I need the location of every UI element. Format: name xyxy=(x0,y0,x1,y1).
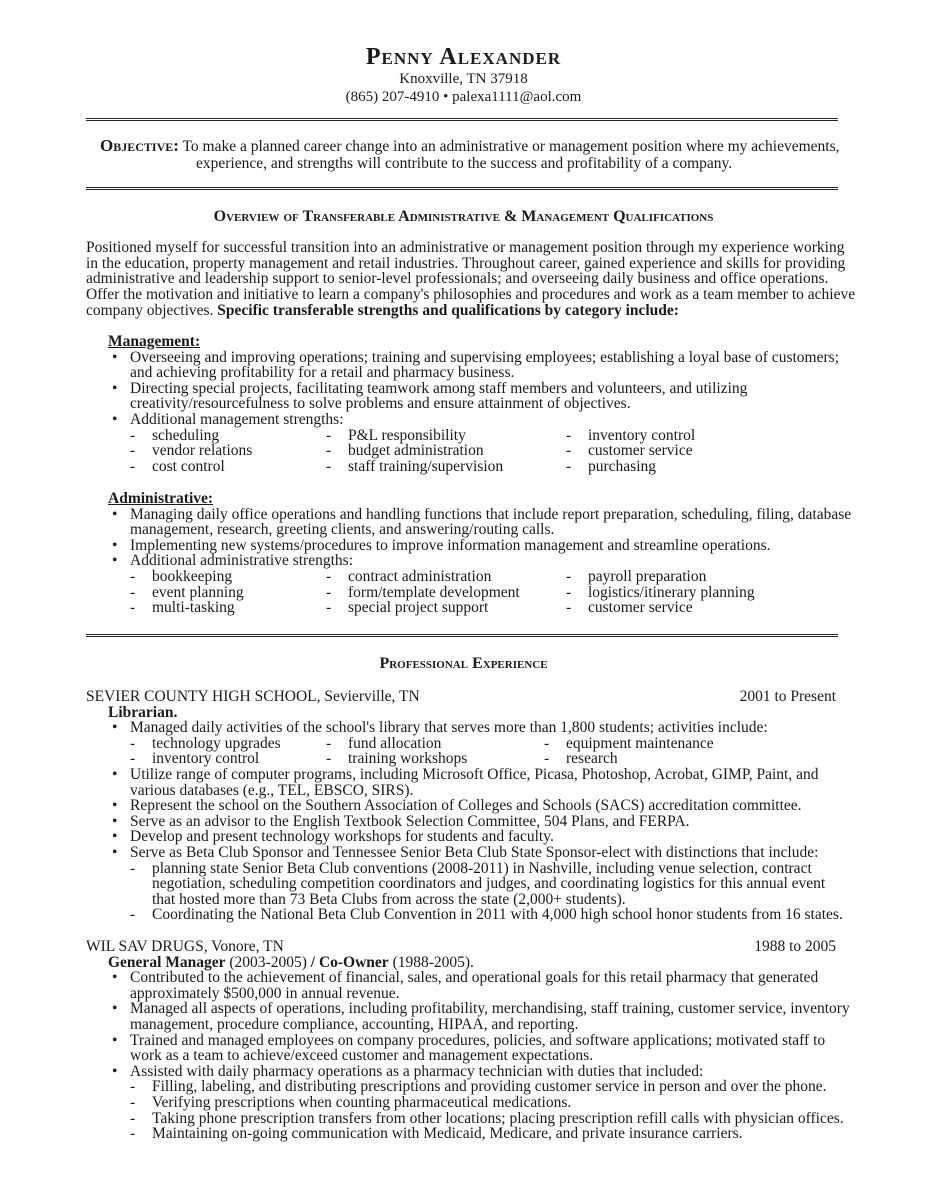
divider-objective xyxy=(86,187,838,190)
bullet-continuation: various databases (e.g., TEL, EBSCO, SIRS). xyxy=(130,781,414,799)
bullet-continuation: work as a team to achieve/exceed customer and management expectations. xyxy=(130,1047,594,1065)
activity-item: - fund allocation xyxy=(326,736,544,752)
contact-info: (865) 207-4910 • palexa1111@aol.com xyxy=(345,89,582,105)
job-header xyxy=(86,939,836,955)
strength-item: - customer service xyxy=(566,443,806,459)
job-title: Librarian. xyxy=(108,703,178,721)
activity-item: - training workshops xyxy=(326,751,544,767)
strength-item: - budget administration xyxy=(326,443,566,459)
strength-item: - special project support xyxy=(326,600,566,616)
administrative-section xyxy=(86,490,852,617)
objective-section xyxy=(100,137,845,172)
overview-last-bold: Specific transferable strengths and qualifications by category include: xyxy=(217,301,679,319)
overview-line: Offer the motivation and initiative to learn a company's philosophies and procedures and work as a team member to achieve xyxy=(86,286,856,304)
administrative-heading: Administrative: xyxy=(108,490,214,507)
bullet-item: • Trained and managed employees on company procedures, policies, and software applications; motivated staff to xyxy=(86,1033,846,1049)
strength-item: - P&L responsibility xyxy=(326,428,566,444)
job-title-2: / Co-Owner xyxy=(310,953,389,971)
overview-paragraph xyxy=(86,239,856,319)
job-dates: 1988 to 2005 xyxy=(754,938,836,955)
overview-line xyxy=(86,303,846,319)
divider-top xyxy=(86,118,838,121)
job-employer: SEVIER COUNTY HIGH SCHOOL, Sevierville, TN xyxy=(86,688,420,705)
resume-header xyxy=(0,44,927,106)
overview-line: in the education, property management and retail industries. Throughout career, gained experience and skills for providing xyxy=(86,254,846,272)
activity-item: - inventory control xyxy=(130,751,326,767)
bullet-item: • Represent the school on the Southern Association of Colleges and Schools (SACS) accreditation committee. xyxy=(86,798,846,814)
bullet-item: • Contributed to the achievement of financial, sales, and operational goals for this retail pharmacy that generated xyxy=(86,970,846,986)
job-header xyxy=(86,689,836,705)
activities-grid xyxy=(86,736,846,767)
objective-label: Objective: xyxy=(100,136,179,155)
objective-line-1 xyxy=(100,137,845,155)
bullet-continuation: and achieving profitability for a retail and pharmacy business. xyxy=(130,364,515,382)
duty-item: - Verifying prescriptions when counting pharmaceutical medications. xyxy=(86,1095,846,1111)
strength-item: - inventory control xyxy=(566,428,806,444)
overview-line: Positioned myself for successful transition into an administrative or management position through my experience working xyxy=(86,239,845,256)
job-title xyxy=(86,955,846,971)
address: Knoxville, TN 37918 xyxy=(399,71,528,87)
strength-item: - event planning xyxy=(130,585,326,601)
strength-item: - bookkeeping xyxy=(130,569,326,585)
strength-item: - payroll preparation xyxy=(566,569,806,585)
bullet-item: • Implementing new systems/procedures to improve information management and streamline operations. xyxy=(86,538,846,554)
job-dates: 2001 to Present xyxy=(739,688,836,705)
bullet-continuation: management, research, greeting clients, and answering/routing calls. xyxy=(130,521,555,539)
bullet-item: • Managed daily activities of the school's library that serves more than 1,800 students; activities include: xyxy=(86,720,846,736)
bullet-continuation: creativity/resourcefulness to solve problems and ensure attainment of objectives. xyxy=(130,395,631,413)
management-strengths-label: • Additional management strengths: xyxy=(86,412,846,428)
job-years-2: (1988-2005). xyxy=(388,953,474,971)
bullet-item: • Managed all aspects of operations, including profitability, merchandising, staff training, customer service, inventory xyxy=(86,1001,846,1017)
strength-item: - customer service xyxy=(566,600,806,616)
job-wil-sav-drugs xyxy=(86,938,850,1143)
activity-item: - research xyxy=(544,751,784,767)
distinction-item: - planning state Senior Beta Club conventions (2008-2011) in Nashville, including venue selection, contract xyxy=(86,861,846,877)
objective-text-2: experience, and strengths will contribute to the success and profitability of a company. xyxy=(196,155,733,172)
bullet-item: • Directing special projects, facilitating teamwork among staff members and volunteers, and utilizing xyxy=(86,381,846,397)
divider-experience xyxy=(86,634,838,637)
experience-title: Professional Experience xyxy=(379,655,548,672)
job-employer: WIL SAV DRUGS, Vonore, TN xyxy=(86,938,284,955)
bullet-item: • Serve as Beta Club Sponsor and Tennessee Senior Beta Club State Sponsor-elect with distinctions that include: xyxy=(86,845,846,861)
management-heading: Management: xyxy=(108,333,201,350)
distinction-continuation: that hosted more than 73 Beta Clubs from across the state (2,000+ students). xyxy=(152,890,626,908)
strength-item: - vendor relations xyxy=(130,443,326,459)
distinction-item: - Coordinating the National Beta Club Convention in 2011 with 4,000 high school honor students from 16 states. xyxy=(86,907,846,923)
overview-last-normal: company objectives. xyxy=(86,301,214,319)
bullet-item: • Develop and present technology workshops for students and faculty. xyxy=(86,829,846,845)
strength-item: - scheduling xyxy=(130,428,326,444)
strength-item: - contract administration xyxy=(326,569,566,585)
objective-text-1: To make a planned career change into an administrative or management position where my achievements, xyxy=(182,138,840,155)
bullet-item: • Managing daily office operations and handling functions that include report preparation, scheduling, filing, database xyxy=(86,507,846,523)
strength-item: - cost control xyxy=(130,459,326,475)
bullet-continuation: approximately $500,000 in annual revenue. xyxy=(130,984,400,1002)
strength-item: - form/template development xyxy=(326,585,566,601)
overview-line: administrative and leadership support to senior-level professionals; and overseeing daily business and office operations. xyxy=(86,270,829,288)
distinction-continuation: negotiation, scheduling competition coordinators and judges, and coordinating logistics for this annual event xyxy=(152,875,826,893)
bullet-item: • Overseeing and improving operations; training and supervising employees; establishing a loyal base of customers; xyxy=(86,350,846,366)
bullet-item: • Serve as an advisor to the English Textbook Selection Committee, 504 Plans, and FERPA. xyxy=(86,814,846,830)
duty-item: - Taking phone prescription transfers from other locations; placing prescription refill calls with physician offices. xyxy=(86,1111,846,1127)
candidate-name: Penny Alexander xyxy=(365,44,562,70)
job-years-1: (2003-2005) xyxy=(225,953,311,971)
strength-item: - multi-tasking xyxy=(130,600,326,616)
activity-item: - equipment maintenance xyxy=(544,736,784,752)
strength-item: - staff training/supervision xyxy=(326,459,566,475)
duty-item: - Filling, labeling, and distributing prescriptions and providing customer service in person and over the phone. xyxy=(86,1079,846,1095)
management-section xyxy=(86,334,846,474)
administrative-strengths-label: • Additional administrative strengths: xyxy=(86,553,846,569)
bullet-item: • Assisted with daily pharmacy operations as a pharmacy technician with duties that included: xyxy=(86,1064,846,1080)
strength-item: - purchasing xyxy=(566,459,806,475)
job-title-1: General Manager xyxy=(108,953,226,971)
bullet-continuation: management, procedure compliance, accounting, HIPAA, and reporting. xyxy=(130,1015,579,1033)
duty-item: - Maintaining on-going communication with Medicaid, Medicare, and private insurance carriers. xyxy=(86,1126,846,1142)
management-strengths-grid xyxy=(86,428,846,475)
job-sevier-county xyxy=(86,689,846,923)
administrative-strengths-grid xyxy=(86,569,846,616)
activity-item: - technology upgrades xyxy=(130,736,326,752)
strength-item: - logistics/itinerary planning xyxy=(566,585,806,601)
bullet-item: • Utilize range of computer programs, including Microsoft Office, Picasa, Photoshop, Acrobat, GIMP, Paint, and xyxy=(86,767,846,783)
overview-title: Overview of Transferable Administrative & Management Qualifications xyxy=(213,208,714,225)
